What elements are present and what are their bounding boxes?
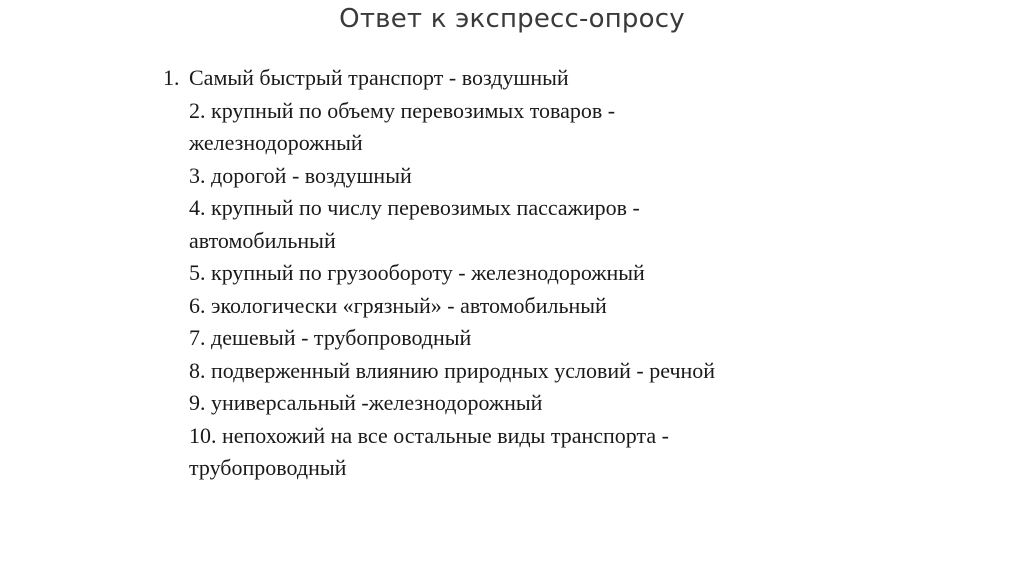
answer-list-text: Самый быстрый транспорт - воздушный 2. крупный по объему перевозимых товаров - железнодорожный 3. дорогой - воздушный 4. крупный по числу перевозимых пассажиров - автомобильный 5. крупный по грузообороту - железнодорожный 6. экологически «грязный» - автомобильный 7. дешевый - трубопроводный 8. подверженный влиянию природных условий - речной 9. универсальный -железнодорожный 10. непохожий на все остальные виды транспорта - трубопроводный [189, 65, 716, 480]
list-item-number: 1. [163, 65, 180, 90]
slide-title: Ответ к экспресс-опросу [339, 4, 685, 34]
answer-list [163, 62, 863, 485]
